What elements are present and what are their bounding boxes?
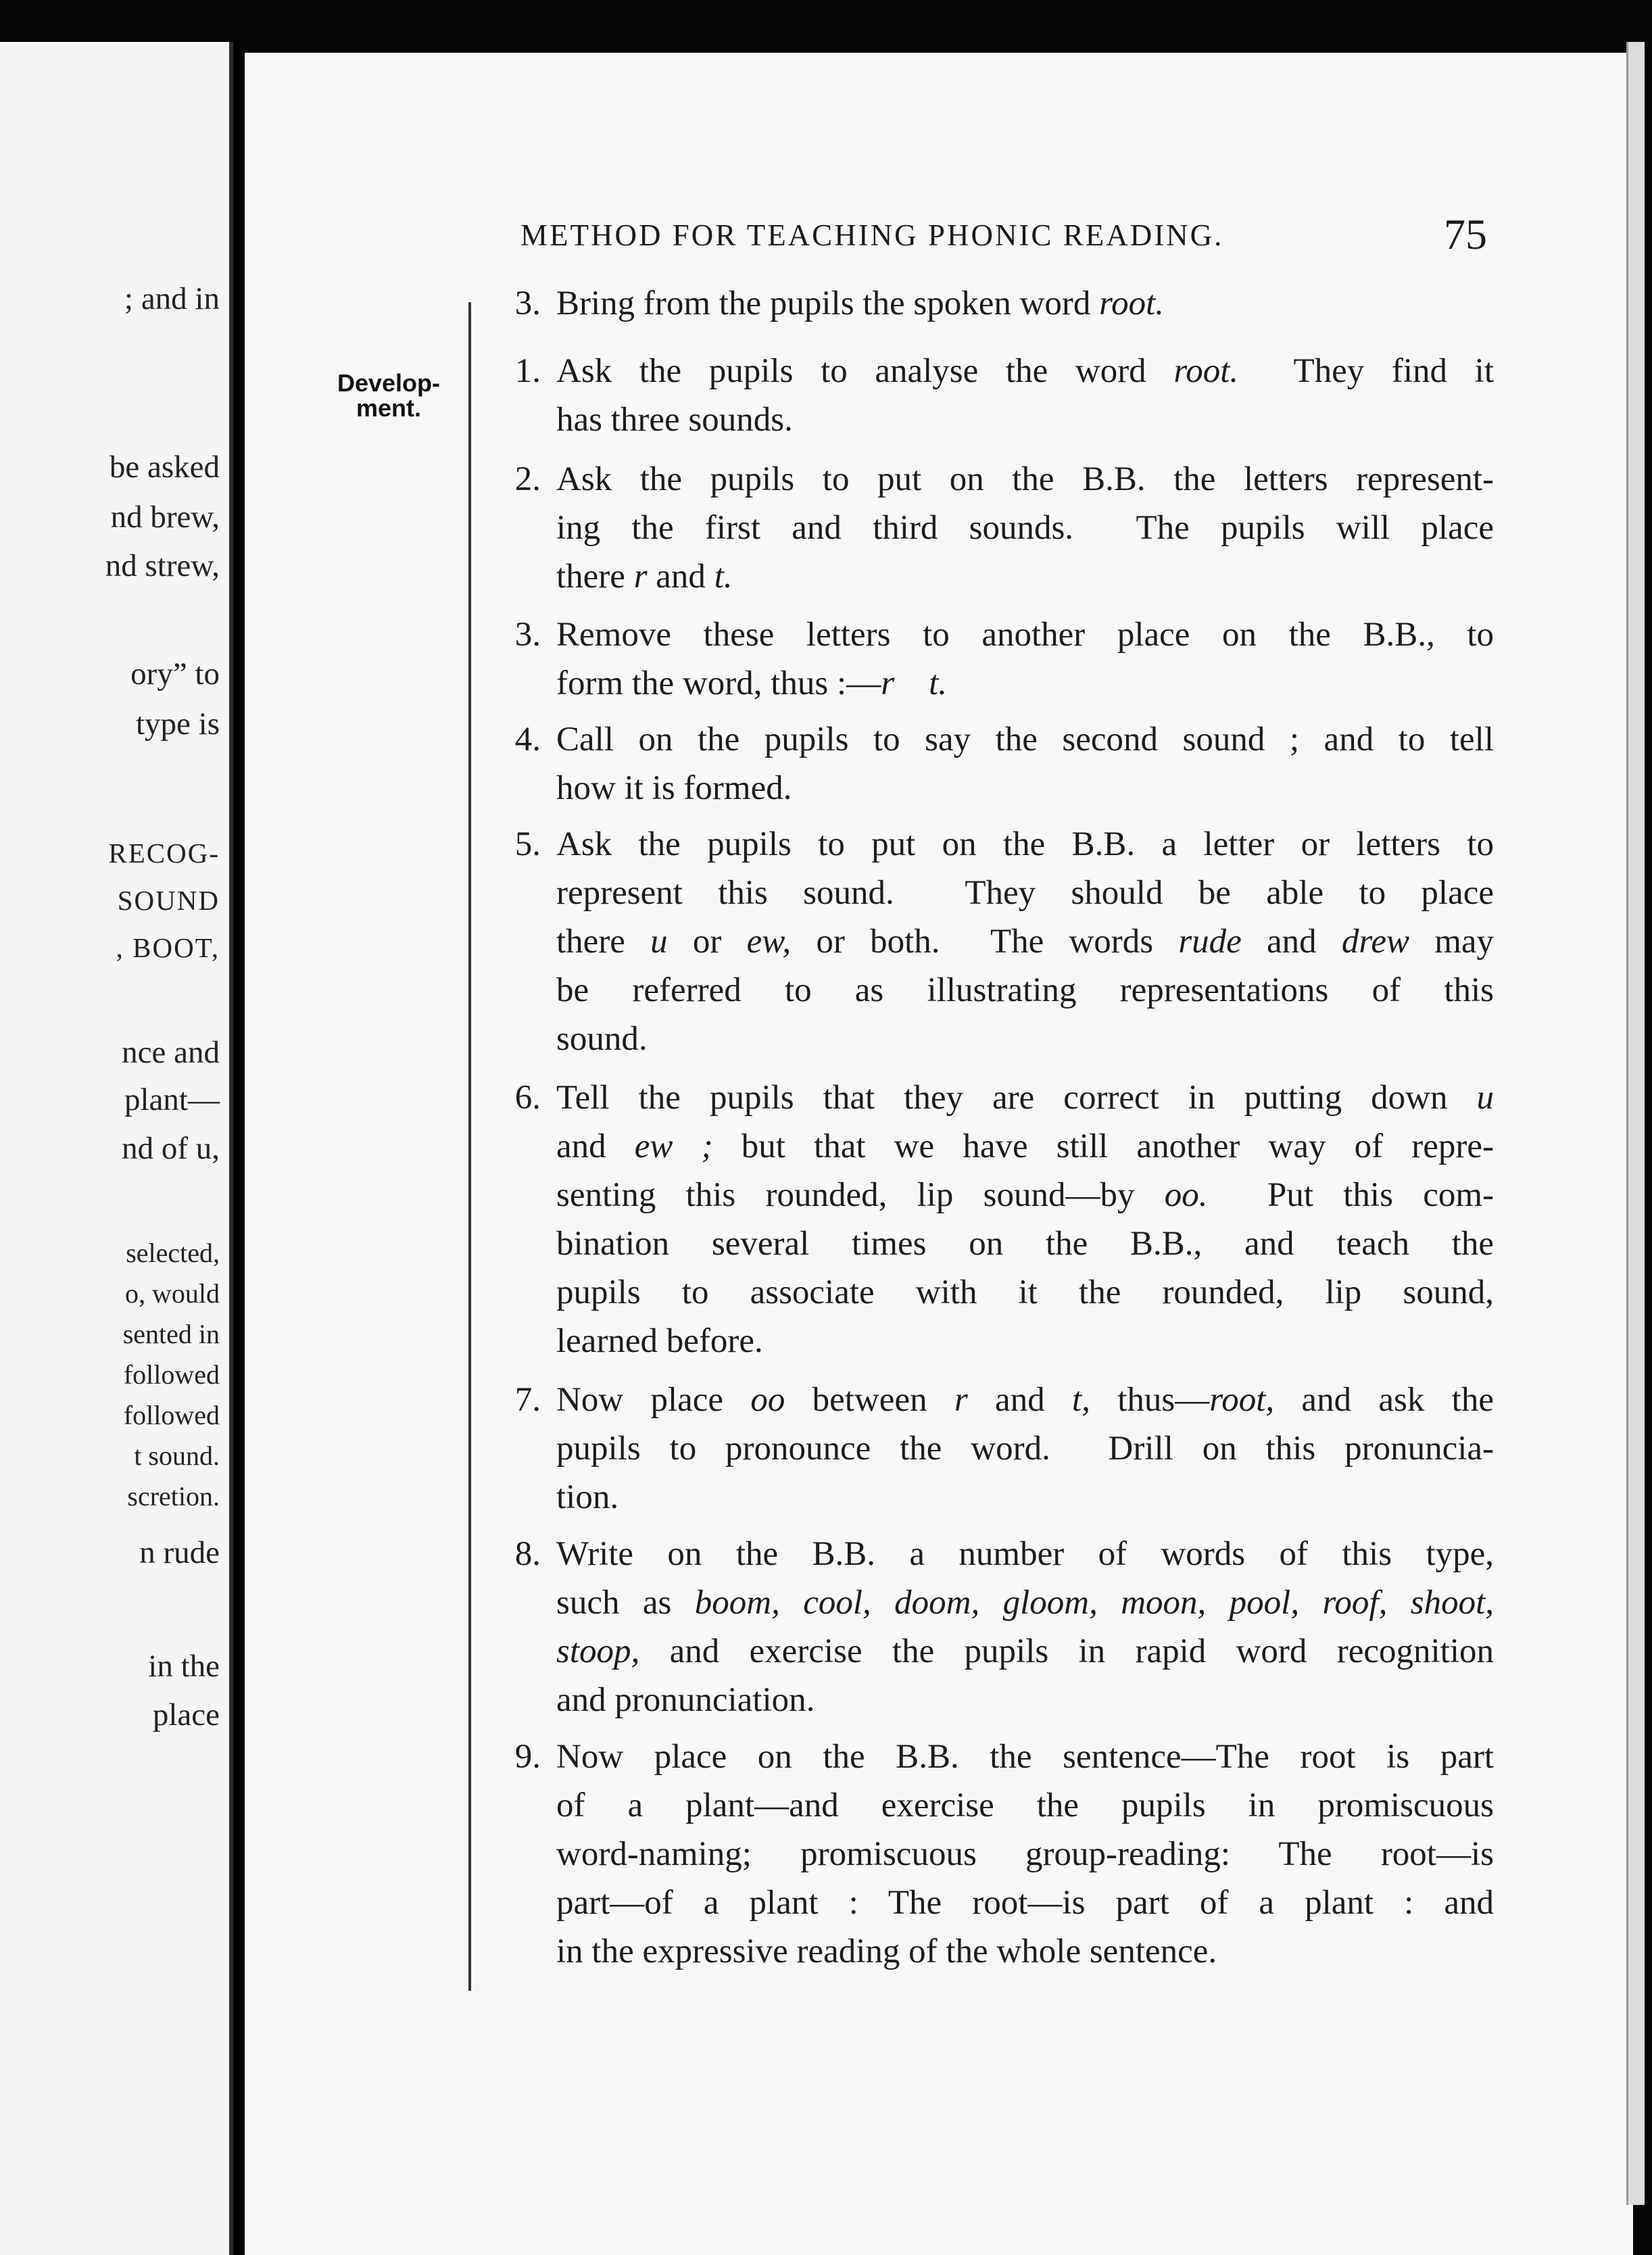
left-page-line: t sound.: [134, 1440, 220, 1471]
page-header: [520, 210, 1487, 264]
step-text-line: Ask the pupils to analyse the word root. They find it: [556, 352, 1494, 390]
step-number: 6.: [514, 1079, 541, 1117]
step-text-line: part—of a plant : The root—is part of a plant : and: [556, 1884, 1494, 1922]
step-text-line: Write on the B.B. a number of words of this type,: [556, 1535, 1494, 1573]
left-page-line: n rude: [139, 1535, 220, 1570]
step-text-line: learned before.: [556, 1322, 763, 1360]
left-page-line: in the: [148, 1649, 220, 1684]
step-text-line: and pronunciation.: [556, 1681, 815, 1719]
step-text-line: Now place on the B.B. the sentence—The root is part: [556, 1738, 1494, 1776]
step-text-line: be referred to as illustrating representations of this: [556, 971, 1494, 1009]
margin-note: [318, 370, 460, 420]
left-page-line: nd brew,: [110, 500, 220, 535]
step-text-line: bination several times on the B.B., and teach the: [556, 1225, 1494, 1263]
step-item: [500, 825, 1494, 1068]
step-text-line: pupils to associate with it the rounded, lip sound,: [556, 1274, 1494, 1311]
step-text-line: and ew ; but that we have still another way of repre-: [556, 1128, 1494, 1165]
step-item: [500, 284, 1494, 333]
left-page-line: followed: [123, 1359, 220, 1390]
step-item: [500, 1737, 1494, 1981]
step-text-line: of a plant—and exercise the pupils in promiscuous: [556, 1787, 1494, 1824]
step-text-line: Remove these letters to another place on the B.B., to: [556, 616, 1494, 654]
left-page-line: nd of u,: [122, 1131, 220, 1166]
step-number: 2.: [514, 460, 541, 498]
step-text-line: Tell the pupils that they are correct in putting down u: [556, 1079, 1494, 1117]
step-text-line: Bring from the pupils the spoken word root.: [556, 285, 1165, 322]
left-page-line: plant—: [124, 1082, 220, 1117]
left-page-line: ory” to: [130, 656, 220, 692]
margin-note-line: ment.: [356, 394, 421, 422]
left-page-line: scretion.: [127, 1481, 220, 1511]
step-item: [500, 1380, 1494, 1526]
step-text-line: Ask the pupils to put on the B.B. a letter or letters to: [556, 825, 1494, 863]
step-text-line: word-naming; promiscuous group-reading: The root—is: [556, 1835, 1494, 1873]
step-text-line: there r and t.: [556, 558, 733, 596]
step-text-line: such as boom, cool, doom, gloom, moon, pool, roof, shoot,: [556, 1584, 1495, 1622]
left-page-line: type is: [135, 706, 220, 742]
left-page-line: place: [152, 1697, 220, 1732]
step-text-line: represent this sound. They should be able to place: [556, 874, 1494, 912]
step-text-line: how it is formed.: [556, 769, 792, 807]
step-item: [500, 351, 1494, 449]
left-page-line: , BOOT,: [116, 932, 220, 963]
left-page-line: o, would: [125, 1278, 220, 1309]
step-text-line: Ask the pupils to put on the B.B. the letters represent-: [556, 460, 1494, 498]
step-number: 4.: [514, 721, 541, 758]
step-text-line: Call on the pupils to say the second sound ; and to tell: [556, 721, 1494, 758]
left-page-line: be asked: [109, 450, 220, 485]
step-text-line: senting this rounded, lip sound—by oo. Put this com-: [556, 1176, 1494, 1214]
step-item: [500, 1078, 1494, 1370]
left-page-line: sented in: [122, 1319, 220, 1349]
step-text-line: in the expressive reading of the whole sentence.: [556, 1933, 1217, 1970]
step-text-line: form the word, thus :—r t.: [556, 664, 947, 702]
margin-rule: [468, 302, 471, 1991]
step-item: [500, 460, 1494, 606]
left-page-line: nd strew,: [105, 548, 220, 583]
left-page-line: nce and: [122, 1035, 220, 1070]
step-item: [500, 615, 1494, 712]
previous-page-fragment: [0, 42, 233, 2255]
left-page-line: ; and in: [124, 281, 220, 316]
step-text-line: tion.: [556, 1478, 619, 1516]
step-number: 1.: [514, 352, 541, 390]
step-number: 7.: [514, 1381, 541, 1419]
step-item: [500, 720, 1494, 817]
step-text-line: has three sounds.: [556, 401, 793, 439]
step-number: 3.: [514, 285, 541, 322]
step-text-line: stoop, and exercise the pupils in rapid word recognition: [556, 1632, 1494, 1670]
step-number: 3.: [514, 616, 541, 654]
page-edge: [1626, 42, 1645, 2205]
step-text-line: there u or ew, or both. The words rude and drew may: [556, 923, 1495, 961]
left-page-line: followed: [123, 1400, 220, 1430]
step-text-line: pupils to pronounce the word. Drill on this pronuncia-: [556, 1430, 1494, 1468]
step-number: 9.: [514, 1738, 541, 1776]
step-text-line: ing the first and third sounds. The pupils will place: [556, 509, 1494, 547]
running-title: METHOD FOR TEACHING PHONIC READING.: [520, 218, 1224, 252]
step-number: 5.: [514, 825, 541, 863]
left-page-line: RECOG-: [108, 838, 220, 869]
step-text-line: sound.: [556, 1020, 648, 1058]
step-number: 8.: [514, 1535, 541, 1573]
margin-note-line: Develop-: [337, 369, 441, 397]
step-text-line: Now place oo between r and t, thus—root, and ask the: [556, 1381, 1494, 1419]
step-item: [500, 1534, 1494, 1729]
left-page-line: SOUND: [117, 885, 220, 916]
left-page-line: selected,: [126, 1238, 220, 1268]
page-number: 75: [1444, 210, 1487, 258]
